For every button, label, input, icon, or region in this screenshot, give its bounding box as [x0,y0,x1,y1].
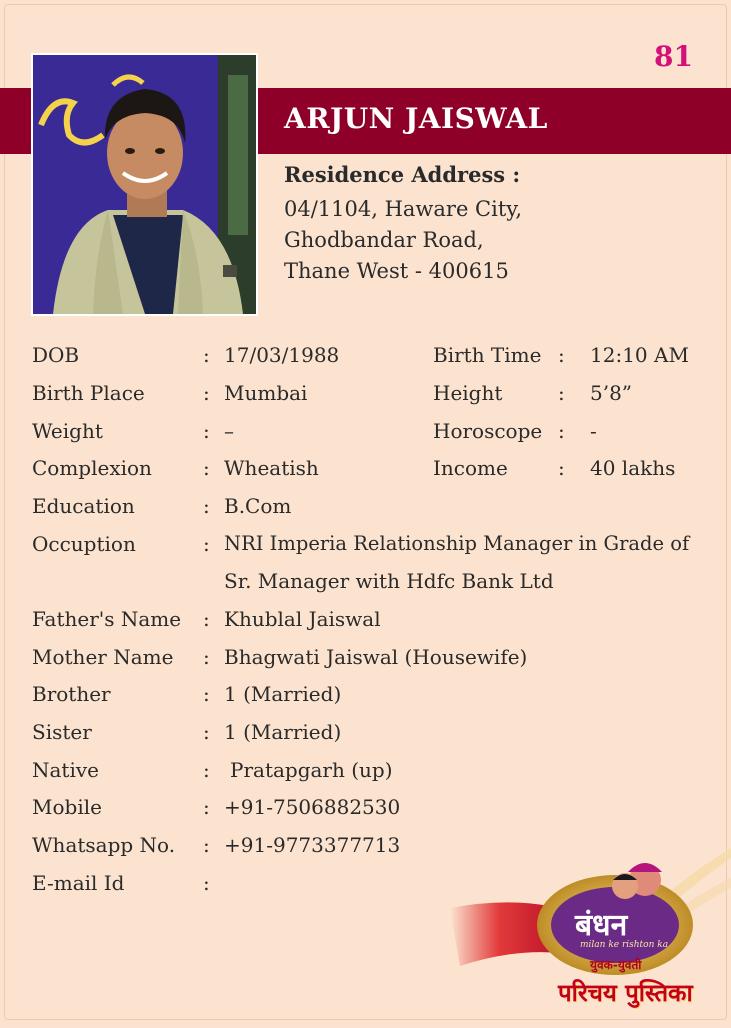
mother-value: Bhagwati Jaiswal (Housewife) [224,645,528,669]
colon: : [203,758,210,782]
native-label: Native [32,758,99,782]
colon: : [558,419,565,443]
whatsapp-value: +91-9773377713 [224,833,401,857]
profile-name: ARJUN JAISWAL [284,102,548,135]
education-label: Education [32,494,135,518]
occupation-value-line1: NRI Imperia Relationship Manager in Grade of [224,532,690,555]
mother-label: Mother Name [32,645,174,669]
complexion-value: Wheatish [224,456,319,480]
profile-photo-illustration [33,55,256,314]
colon: : [203,795,210,819]
bandhan-logo [440,848,731,1024]
sister-value: 1 (Married) [224,720,342,744]
logo-subtitle: milan ke rishton ka [580,940,669,950]
colon: : [203,343,210,367]
native-value: Pratapgarh (up) [230,758,393,782]
colon: : [203,720,210,744]
colon: : [203,833,210,857]
birth-time-value: 12:10 AM [590,343,689,367]
colon: : [203,381,210,405]
colon: : [558,381,565,405]
colon: : [558,343,565,367]
horoscope-label: Horoscope [433,419,543,443]
father-value: Khublal Jaiswal [224,607,381,631]
colon: : [558,456,565,480]
logo-tag: युवक-युवती [590,958,642,972]
colon: : [203,645,210,669]
colon: : [203,456,210,480]
weight-label: Weight [32,419,103,443]
occupation-value-line2: Sr. Manager with Hdfc Bank Ltd [224,569,554,593]
address-label: Residence Address : [284,162,521,187]
email-label: E-mail Id [32,871,125,895]
colon: : [203,682,210,706]
address-line-2: Ghodbandar Road, [284,228,484,252]
birth-place-label: Birth Place [32,381,145,405]
weight-value: – [224,419,234,443]
sister-label: Sister [32,720,92,744]
colon: : [203,419,210,443]
horoscope-value: - [590,419,597,443]
mobile-label: Mobile [32,795,102,819]
income-value: 40 lakhs [590,456,676,480]
colon: : [203,871,210,895]
colon: : [203,494,210,518]
whatsapp-label: Whatsapp No. [32,833,176,857]
profile-photo [31,53,258,316]
address-line-3: Thane West - 400615 [284,259,509,283]
page-number: 81 [654,40,693,73]
birth-time-label: Birth Time [433,343,542,367]
logo-title: बंधन [575,908,628,943]
colon: : [203,607,210,631]
height-value: 5’8” [590,381,633,405]
birth-place-value: Mumbai [224,381,308,405]
brother-value: 1 (Married) [224,682,342,706]
logo-footer: परिचय पुस्तिका [558,979,693,1007]
occupation-label: Occuption [32,532,136,556]
income-label: Income [433,456,508,480]
brother-label: Brother [32,682,111,706]
complexion-label: Complexion [32,456,152,480]
dob-value: 17/03/1988 [224,343,340,367]
mobile-value: +91-7506882530 [224,795,401,819]
colon: : [203,532,210,556]
address-line-1: 04/1104, Haware City, [284,197,523,221]
dob-label: DOB [32,343,80,367]
father-label: Father's Name [32,607,182,631]
education-value: B.Com [224,494,292,518]
height-label: Height [433,381,503,405]
